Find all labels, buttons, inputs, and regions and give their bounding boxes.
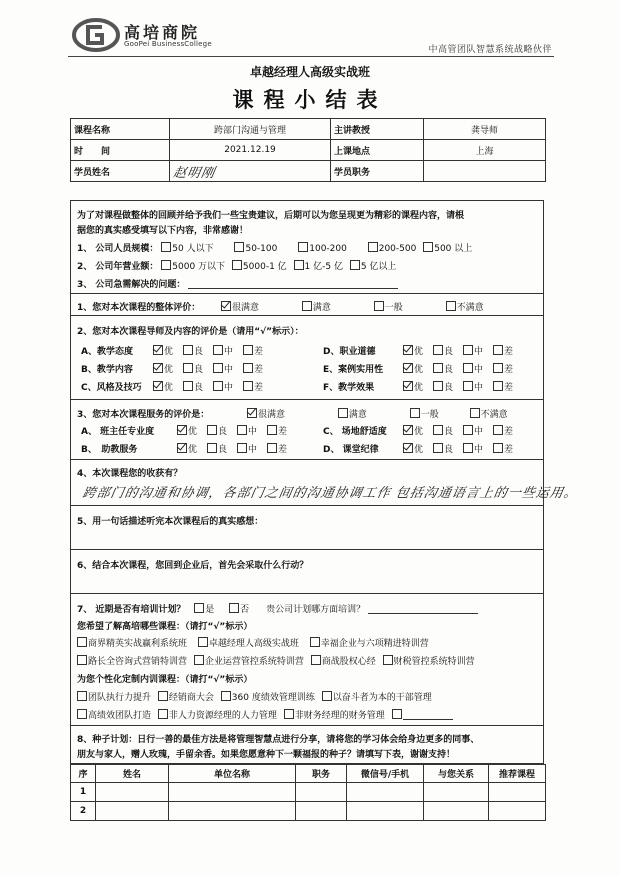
- checkbox[interactable]: [243, 345, 253, 355]
- known-courses-label: 您希望了解高培哪些课程：（请打“√”标示）: [77, 622, 253, 632]
- training-topic-field[interactable]: [368, 604, 478, 614]
- grade-option[interactable]: 良: [433, 362, 453, 375]
- grade-option[interactable]: 差: [243, 362, 263, 375]
- grade-option[interactable]: 差: [493, 424, 513, 437]
- q2-item-label: E、案例实用性: [323, 365, 384, 375]
- known-courses-row-1: [77, 636, 433, 649]
- grade-option[interactable]: 良: [433, 442, 453, 455]
- place-label: 上课地点: [331, 140, 424, 161]
- checkbox[interactable]: [232, 260, 242, 270]
- custom-course-option[interactable]: 经销商大会: [158, 690, 214, 703]
- grade-option[interactable]: 中: [237, 424, 257, 437]
- revenue-option[interactable]: 5000 万以下: [161, 259, 225, 272]
- checkbox[interactable]: [374, 301, 384, 311]
- col-header-position: 职务: [296, 765, 347, 783]
- checkbox[interactable]: [463, 443, 473, 453]
- checkbox-checked[interactable]: [177, 443, 187, 453]
- cell[interactable]: [169, 802, 296, 821]
- training-topic-label: 贵公司计划哪方面培训？: [266, 605, 366, 615]
- student-name-handwritten[interactable]: 赵明刚: [168, 161, 333, 182]
- checkbox[interactable]: [267, 443, 277, 453]
- checkbox[interactable]: [392, 709, 402, 719]
- checkbox[interactable]: [350, 260, 360, 270]
- q2-right-item: [323, 380, 523, 393]
- option-average[interactable]: 一般: [374, 300, 403, 313]
- grade-option[interactable]: 差: [243, 380, 263, 393]
- grade-option[interactable]: 差: [493, 362, 513, 375]
- checkbox[interactable]: [161, 242, 171, 252]
- checkbox[interactable]: [207, 443, 217, 453]
- feeling-section: [70, 506, 544, 550]
- checkbox[interactable]: [302, 301, 312, 311]
- q3-item-label: A、 班主任专业度: [81, 427, 155, 437]
- known-courses-row-2: [77, 654, 479, 667]
- course-value[interactable]: 跨部门沟通与管理: [170, 119, 331, 140]
- q3-right-item: [323, 424, 523, 437]
- custom-courses-row-1: [77, 690, 436, 703]
- course-option[interactable]: 幸福企业与六项精进特训营: [310, 636, 429, 649]
- checkbox[interactable]: [298, 242, 308, 252]
- checkbox[interactable]: [433, 363, 443, 373]
- grade-option[interactable]: 差: [493, 344, 513, 357]
- service-option-unsatisfied[interactable]: 不满意: [470, 407, 508, 420]
- grade-option[interactable]: 中: [463, 442, 483, 455]
- company-survey-section: [70, 200, 544, 294]
- checkbox[interactable]: [237, 425, 247, 435]
- grade-option[interactable]: 中: [463, 380, 483, 393]
- cell[interactable]: [169, 783, 296, 802]
- course-option[interactable]: 商战股权心经: [311, 654, 376, 667]
- checkbox-checked[interactable]: [153, 363, 163, 373]
- checkbox[interactable]: [338, 408, 348, 418]
- grade-option[interactable]: 优: [153, 380, 173, 393]
- revenue-option[interactable]: 5000-1 亿: [232, 259, 287, 272]
- checkbox-checked[interactable]: [247, 408, 257, 418]
- grade-option[interactable]: 差: [493, 380, 513, 393]
- grade-option[interactable]: 差: [493, 442, 513, 455]
- grade-option[interactable]: 良: [183, 380, 203, 393]
- checkbox[interactable]: [493, 363, 503, 373]
- q2-right-item: [323, 362, 523, 375]
- q2-item-label: D、职业道德: [323, 347, 376, 357]
- checkbox[interactable]: [194, 603, 204, 613]
- checkbox[interactable]: [470, 408, 480, 418]
- checkbox-checked[interactable]: [153, 345, 163, 355]
- cell[interactable]: [296, 802, 347, 821]
- checkbox[interactable]: [423, 242, 433, 252]
- checkbox[interactable]: [433, 345, 443, 355]
- cell[interactable]: [424, 783, 489, 802]
- seed-plan-line-2: 朋友与家人，赠人玫瑰，手留余香。如果您愿意种下一颗福报的种子？请填写下表，谢谢支持！: [77, 750, 456, 760]
- service-evaluation-section: [70, 400, 544, 460]
- course-option[interactable]: 商界精英实战赢利系统班: [77, 636, 187, 649]
- service-option-very-satisfied[interactable]: 很满意: [247, 407, 285, 420]
- checkbox[interactable]: [267, 425, 277, 435]
- cell[interactable]: [347, 802, 424, 821]
- company-size-option[interactable]: 500 以上: [423, 241, 472, 254]
- intro-line-1: 为了对课程做整体的回顾并给予我们一些宝贵建议，后期可以为您呈现更为精彩的课程内容，请根: [77, 211, 465, 221]
- action-label: 6、结合本次课程，您回到企业后，首先会采取什么行动？: [77, 561, 309, 571]
- grade-option[interactable]: 良: [183, 362, 203, 375]
- company-problem-label: 3、 公司急需解决的问题：: [77, 280, 186, 290]
- company-problem-field[interactable]: [188, 279, 398, 289]
- grade-option[interactable]: 中: [463, 344, 483, 357]
- grade-option[interactable]: 良: [183, 344, 203, 357]
- checkbox[interactable]: [410, 408, 420, 418]
- teacher-label: 主讲教授: [331, 119, 424, 140]
- cell[interactable]: [424, 802, 489, 821]
- time-label: 时 间: [71, 140, 170, 161]
- table-row: [71, 802, 546, 821]
- grade-option[interactable]: 优: [177, 442, 197, 455]
- course-option[interactable]: 财税管控系统特训营: [383, 654, 475, 667]
- course-info-table: [70, 118, 546, 182]
- checkbox[interactable]: [368, 242, 378, 252]
- checkbox-checked[interactable]: [221, 301, 231, 311]
- custom-course-option[interactable]: 高绩效团队打造: [77, 708, 151, 721]
- company-size-option[interactable]: 100-200: [298, 242, 347, 254]
- slogan: 中高管团队智慧系统战略伙伴: [428, 45, 552, 55]
- checkbox[interactable]: [463, 363, 473, 373]
- q2-right-item: [323, 344, 523, 357]
- teacher-content-evaluation-section: [70, 316, 544, 400]
- table-row: [71, 783, 546, 802]
- grade-option[interactable]: 中: [463, 362, 483, 375]
- checkbox[interactable]: [213, 381, 223, 391]
- q3-item-label: C、 场地舒适度: [323, 427, 387, 437]
- checkbox[interactable]: [158, 709, 168, 719]
- checkbox[interactable]: [229, 603, 239, 613]
- q3-left-item: [81, 424, 297, 437]
- header-divider: [68, 56, 554, 57]
- checkbox[interactable]: [493, 425, 503, 435]
- col-header-course: 推荐课程: [489, 765, 546, 783]
- company-size-row: [77, 241, 476, 254]
- grade-option[interactable]: 良: [207, 424, 227, 437]
- checkbox[interactable]: [213, 363, 223, 373]
- grade-option[interactable]: 优: [153, 362, 173, 375]
- service-evaluation-options: [247, 407, 512, 420]
- company-size-option[interactable]: 50-100: [234, 242, 277, 254]
- revenue-option[interactable]: 5 亿以上: [350, 259, 397, 272]
- grade-option[interactable]: 差: [267, 442, 287, 455]
- checkbox-checked[interactable]: [153, 381, 163, 391]
- q2-item-label: F、教学效果: [323, 383, 375, 393]
- training-plan-section: [70, 594, 544, 726]
- q3-left-item: [81, 442, 297, 455]
- checkbox[interactable]: [77, 709, 87, 719]
- col-header-relation: 与您关系: [424, 765, 489, 783]
- brand-name: 高培商院: [124, 23, 201, 42]
- checkbox[interactable]: [194, 655, 204, 665]
- custom-course-option[interactable]: 360 度绩效管理训练: [221, 690, 315, 703]
- cell[interactable]: [96, 802, 169, 821]
- checkbox-checked[interactable]: [403, 363, 413, 373]
- grade-option[interactable]: 优: [403, 442, 423, 455]
- row-index: 1: [71, 783, 96, 802]
- option-unsatisfied[interactable]: 不满意: [446, 300, 484, 313]
- q2-item-label: A、教学态度: [81, 347, 133, 357]
- checkbox[interactable]: [158, 691, 168, 701]
- q2-left-item: [81, 362, 273, 375]
- row-index: 2: [71, 802, 96, 821]
- checkbox[interactable]: [493, 443, 503, 453]
- checkbox-checked[interactable]: [177, 425, 187, 435]
- teacher-value[interactable]: 龚导师: [424, 119, 546, 140]
- checkbox[interactable]: [183, 363, 193, 373]
- harvest-handwritten-answer[interactable]: 跨部门的沟通和协调，各部门之间的沟通协调工作 包括沟通语言上的一些运用。: [81, 486, 580, 501]
- page-header: [0, 0, 620, 60]
- col-header-name: 姓名: [96, 765, 169, 783]
- grade-option[interactable]: 良: [433, 424, 453, 437]
- seed-plan-section: [70, 726, 544, 764]
- seed-plan-line-1: 8、种子计划：日行一善的最佳方法是将管理智慧点进行分享，请将您的学习体会给身边更多的同事、: [77, 735, 480, 745]
- grade-option[interactable]: 优: [403, 344, 423, 357]
- checkbox[interactable]: [221, 691, 231, 701]
- custom-course-option[interactable]: [392, 709, 453, 721]
- checkbox[interactable]: [383, 655, 393, 665]
- checkbox[interactable]: [77, 637, 87, 647]
- intro-line-2: 据您的真实感受填写以下内容，非常感谢！: [77, 226, 249, 236]
- company-size-label: 1、 公司人员规模：: [77, 244, 159, 254]
- custom-courses-row-2: [77, 708, 457, 721]
- referral-table: [70, 764, 546, 821]
- company-revenue-row: [77, 259, 400, 272]
- referral-header-row: [71, 765, 546, 783]
- time-value[interactable]: 2021.12.19: [170, 140, 331, 161]
- q3-right-item: [323, 442, 523, 455]
- checkbox-checked[interactable]: [403, 443, 413, 453]
- checkbox[interactable]: [433, 381, 443, 391]
- custom-course-option[interactable]: 非人力资源经理的人力管理: [158, 708, 277, 721]
- checkbox[interactable]: [77, 655, 87, 665]
- service-option-satisfied[interactable]: 满意: [338, 407, 367, 420]
- grade-option[interactable]: 中: [213, 362, 233, 375]
- grade-option[interactable]: 差: [267, 424, 287, 437]
- grade-option[interactable]: 优: [153, 344, 173, 357]
- course-option[interactable]: 路长全咨询式营销特训营: [77, 654, 187, 667]
- service-evaluation-label: 3、您对本次课程服务的评价是：: [77, 410, 210, 420]
- checkbox[interactable]: [311, 655, 321, 665]
- option-satisfied[interactable]: 满意: [302, 300, 331, 313]
- cell[interactable]: [489, 802, 546, 821]
- checkbox[interactable]: [198, 637, 208, 647]
- cell[interactable]: [96, 783, 169, 802]
- company-size-option[interactable]: 50 人以下: [161, 241, 213, 254]
- col-header-index: 序: [71, 765, 96, 783]
- grade-option[interactable]: 优: [403, 380, 423, 393]
- plan-yes-option[interactable]: 是: [194, 602, 214, 615]
- grade-option[interactable]: 中: [237, 442, 257, 455]
- cell[interactable]: [296, 783, 347, 802]
- grade-option[interactable]: 优: [403, 424, 423, 437]
- checkbox[interactable]: [463, 381, 473, 391]
- training-plan-row: [77, 602, 478, 615]
- custom-course-option[interactable]: 非财务经理的财务管理: [284, 708, 385, 721]
- company-problem-row: [77, 277, 398, 290]
- grade-option[interactable]: 良: [207, 442, 227, 455]
- checkbox[interactable]: [493, 345, 503, 355]
- goopei-logo-icon: [72, 18, 120, 52]
- position-value[interactable]: [424, 161, 546, 182]
- col-header-company: 单位名称: [169, 765, 296, 783]
- checkbox[interactable]: [294, 260, 304, 270]
- harvest-label: 4、本次课程您的收获有？: [77, 469, 183, 479]
- custom-courses-label: 为您个性化定制内训课程：（请打“√”标示）: [77, 675, 253, 685]
- plan-no-option[interactable]: 否: [229, 602, 249, 615]
- custom-course-option[interactable]: 团队执行力提升: [77, 690, 151, 703]
- checkbox[interactable]: [322, 691, 332, 701]
- checkbox[interactable]: [161, 260, 171, 270]
- checkbox[interactable]: [433, 425, 443, 435]
- grade-option[interactable]: 优: [403, 362, 423, 375]
- service-option-average[interactable]: 一般: [410, 407, 439, 420]
- q2-left-item: [81, 380, 273, 393]
- checkbox[interactable]: [77, 691, 87, 701]
- checkbox[interactable]: [243, 363, 253, 373]
- overall-evaluation-label: 1、您对本次课程的整体评价：: [77, 303, 201, 313]
- checkbox[interactable]: [446, 301, 456, 311]
- course-option[interactable]: 卓越经理人高级实战班: [198, 636, 299, 649]
- checkbox[interactable]: [284, 709, 294, 719]
- checkbox[interactable]: [207, 425, 217, 435]
- col-header-wechat: 微信号/手机: [347, 765, 424, 783]
- feeling-label: 5、用一句话描述听完本次课程后的真实感想：: [77, 517, 264, 527]
- course-label: 课程名称: [71, 119, 170, 140]
- checkbox[interactable]: [310, 637, 320, 647]
- course-option[interactable]: 企业运营管控系统特训营: [194, 654, 304, 667]
- page-title: 课程小结表: [232, 88, 388, 112]
- checkbox-checked[interactable]: [403, 425, 413, 435]
- training-plan-label: 7、 近期是否有培训计划？: [77, 605, 186, 615]
- overall-evaluation-options: [221, 300, 488, 313]
- checkbox-checked[interactable]: [403, 381, 413, 391]
- cell[interactable]: [347, 783, 424, 802]
- student-label: 学员姓名: [71, 161, 170, 182]
- checkbox[interactable]: [183, 345, 193, 355]
- action-section: [70, 550, 544, 594]
- q2-left-item: [81, 344, 273, 357]
- checkbox[interactable]: [213, 345, 223, 355]
- teacher-evaluation-label: 2、您对本次课程导师及内容的评价是（请用“√”标示）：: [77, 327, 304, 337]
- checkbox[interactable]: [493, 381, 503, 391]
- grade-option[interactable]: 良: [433, 380, 453, 393]
- option-very-satisfied[interactable]: 很满意: [221, 300, 259, 313]
- checkbox-checked[interactable]: [403, 345, 413, 355]
- grade-option[interactable]: 中: [213, 380, 233, 393]
- q3-item-label: B、 助教服务: [81, 445, 138, 455]
- company-revenue-label: 2、 公司年营业额：: [77, 262, 159, 272]
- checkbox[interactable]: [463, 425, 473, 435]
- grade-option[interactable]: 差: [243, 344, 263, 357]
- checkbox[interactable]: [183, 381, 193, 391]
- checkbox[interactable]: [237, 443, 247, 453]
- grade-option[interactable]: 中: [213, 344, 233, 357]
- grade-option[interactable]: 良: [433, 344, 453, 357]
- q3-item-label: D、 课堂纪律: [323, 445, 379, 455]
- brand-name-english: GooPei BusinessCollege: [124, 40, 212, 48]
- grade-option[interactable]: 优: [177, 424, 197, 437]
- position-label: 学员职务: [331, 161, 424, 182]
- q2-item-label: B、教学内容: [81, 365, 133, 375]
- harvest-section: [70, 460, 580, 506]
- checkbox[interactable]: [234, 242, 244, 252]
- revenue-option[interactable]: 1 亿-5 亿: [294, 259, 343, 272]
- place-value[interactable]: 上海: [424, 140, 546, 161]
- checkbox[interactable]: [463, 345, 473, 355]
- checkbox[interactable]: [433, 443, 443, 453]
- checkbox[interactable]: [243, 381, 253, 391]
- custom-course-option[interactable]: 以奋斗者为本的干部管理: [322, 690, 432, 703]
- q2-item-label: C、风格及技巧: [81, 383, 142, 393]
- grade-option[interactable]: 中: [463, 424, 483, 437]
- overall-evaluation-section: [70, 294, 544, 316]
- program-name: 卓越经理人高级实战班: [249, 65, 370, 79]
- cell[interactable]: [489, 783, 546, 802]
- company-size-option[interactable]: 200-500: [368, 242, 417, 254]
